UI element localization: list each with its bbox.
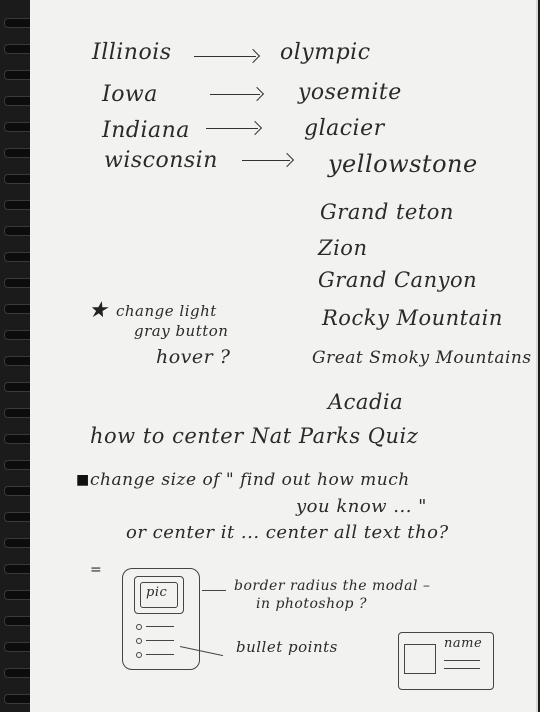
card-name-label: name (444, 636, 483, 651)
park-great-smoky: Great Smoky Mountains (312, 348, 532, 368)
dash-mark-icon: = (90, 562, 103, 578)
size-note-line3: or center it ... center all text tho? (126, 522, 449, 543)
bullet-dot-icon (136, 638, 142, 644)
park-grand-teton: Grand teton (320, 200, 454, 224)
park-zion: Zion (318, 236, 368, 260)
state-iowa: Iowa (102, 82, 158, 107)
state-wisconsin: wisconsin (104, 148, 218, 173)
card-text-line (444, 660, 480, 661)
arrow-icon (242, 160, 290, 161)
size-note-line1: change size of " find out how much (90, 470, 410, 490)
park-acadia: Acadia (328, 390, 404, 414)
bullet-line (146, 640, 174, 641)
state-indiana: Indiana (102, 118, 190, 143)
park-yosemite: yosemite (298, 80, 402, 105)
border-note-line2: in photoshop ? (256, 596, 367, 612)
bullet-line (146, 654, 174, 655)
hover-note-line2: gray button (134, 322, 229, 340)
arrow-icon (210, 94, 260, 95)
dash-bullet-icon: ■ (76, 472, 90, 488)
park-olympic: olympic (280, 40, 371, 65)
card-text-line (444, 668, 480, 669)
arrow-icon (206, 128, 258, 129)
park-rocky-mountain: Rocky Mountain (322, 306, 503, 330)
arrow-icon (194, 56, 256, 57)
bullet-line (146, 626, 174, 627)
bullet-points-label: bullet points (236, 638, 338, 656)
pointer-line (202, 590, 226, 591)
border-note-line1: border radius the modal – (234, 578, 431, 594)
star-icon: ★ (88, 298, 109, 323)
park-glacier: glacier (304, 116, 385, 141)
card-image-box (404, 644, 436, 674)
center-quiz-note: how to center Nat Parks Quiz (90, 424, 419, 448)
hover-note-line1: change light (116, 302, 217, 320)
size-note-line2: you know ... " (296, 496, 427, 517)
pic-label: pic (146, 585, 168, 600)
bullet-dot-icon (136, 624, 142, 630)
state-illinois: Illinois (92, 40, 172, 65)
park-grand-canyon: Grand Canyon (318, 268, 478, 292)
park-yellowstone: yellowstone (328, 150, 478, 178)
bullet-dot-icon (136, 652, 142, 658)
hover-note-line3: hover ? (156, 346, 231, 368)
